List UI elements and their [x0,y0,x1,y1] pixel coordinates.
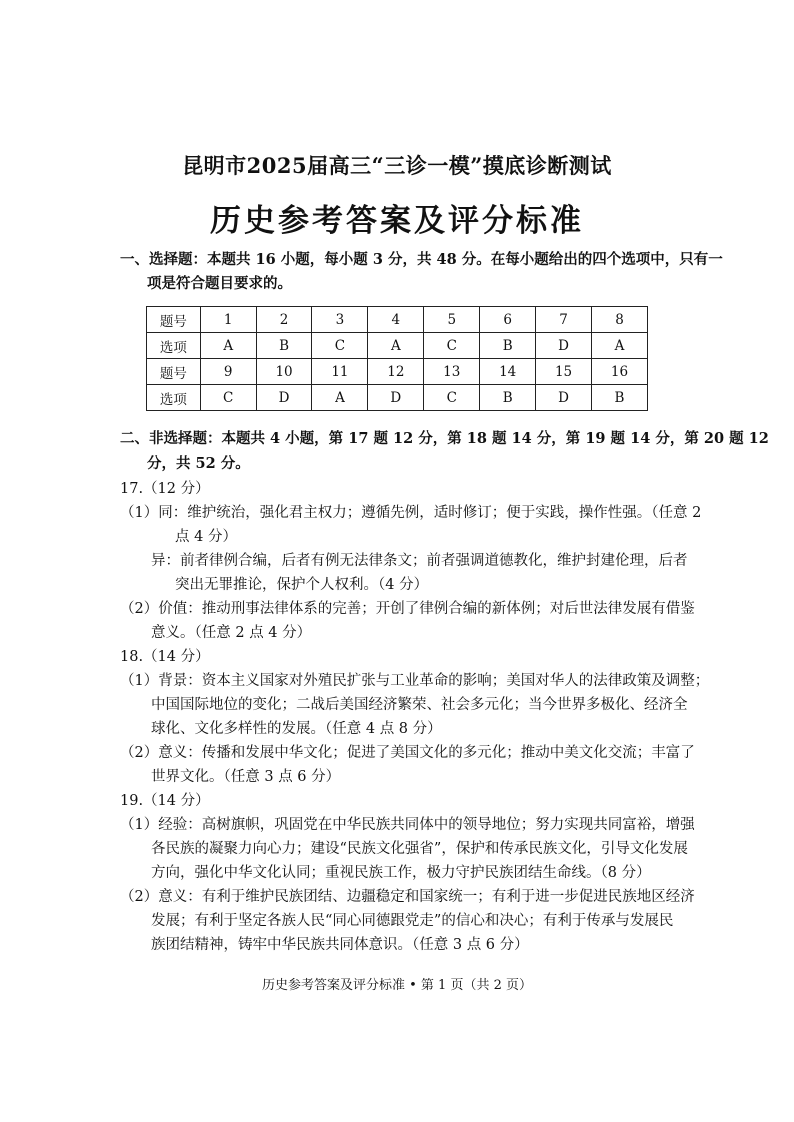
q19-answer-2-cont: 发展；有利于坚定各族人民“同心同德跟党走”的信心和决心；有利于传承与发展民 [151,913,674,929]
table-cell: B [480,385,536,411]
q17-answer-1-cont: 点 4 分） [175,529,237,545]
table-cell: 16 [592,359,648,385]
table-cell: 6 [480,307,536,333]
q19-answer-1-cont2: 方向，强化中华文化认同；重视民族工作，极力守护民族团结生命线。（8 分） [151,865,651,881]
row-label: 选项 [147,385,201,411]
table-row [147,359,648,385]
table-cell: A [312,385,368,411]
q17-answer-1b: 异：前者律例合编，后者有例无法律条文；前者强调道德教化，维护封建伦理，后者 [151,553,688,569]
table-cell: 5 [424,307,480,333]
table-cell: 8 [592,307,648,333]
table-cell: C [200,385,256,411]
page-footer: 历史参考答案及评分标准 • 第 1 页（共 2 页） [261,978,532,993]
page-subtitle: 历史参考答案及评分标准 [210,203,584,239]
table-row [147,385,648,411]
table-cell: 7 [536,307,592,333]
question-19-title: 19.（14 分） [120,793,210,809]
table-row [147,307,648,333]
table-cell: D [368,385,424,411]
question-17-title: 17.（12 分） [120,481,210,497]
table-cell: C [424,385,480,411]
table-cell: 4 [368,307,424,333]
q19-answer-2: （2）意义：有利于维护民族团结、边疆稳定和国家统一；有利于进一步促进民族地区经济 [120,889,695,905]
table-cell: 9 [200,359,256,385]
table-cell: 2 [256,307,312,333]
table-row [147,333,648,359]
q18-answer-2-cont: 世界文化。（任意 3 点 6 分） [151,769,341,785]
q18-answer-1: （1）背景：资本主义国家对外殖民扩张与工业革命的影响；美国对华人的法律政策及调整； [120,673,710,689]
q17-answer-1: （1）同：维护统治，强化君主权力；遵循先例，适时修订；便于实践，操作性强。（任意 2 [120,505,702,521]
table-cell: B [256,333,312,359]
q19-answer-2-cont2: 族团结精神，铸牢中华民族共同体意识。（任意 3 点 6 分） [151,937,529,953]
section2-heading: 二、非选择题：本题共 4 小题，第 17 题 12 分，第 18 题 14 分，第 19 题 14 分，第 20 题 12 [120,430,769,447]
table-cell: 3 [312,307,368,333]
table-cell: 11 [312,359,368,385]
question-18-title: 18.（14 分） [120,649,210,665]
table-cell: D [256,385,312,411]
table-cell: C [312,333,368,359]
q18-answer-1-cont: 中国国际地位的变化；二战后美国经济繁荣、社会多元化；当今世界多极化、经济全 [151,697,688,713]
section1-heading: 一、选择题：本题共 16 小题，每小题 3 分，共 48 分。在每小题给出的四个选项中，只有一 [120,251,723,268]
table-cell: B [480,333,536,359]
section2-heading-cont: 分，共 52 分。 [147,455,250,472]
q17-answer-2: （2）价值：推动刑事法律体系的完善；开创了律例合编的新体例；对后世法律发展有借鉴 [120,601,695,617]
q17-answer-2-cont: 意义。（任意 2 点 4 分） [151,625,312,641]
q19-answer-1: （1）经验：高树旗帜，巩固党在中华民族共同体中的领导地位；努力实现共同富裕，增强 [120,817,695,833]
row-label: 题号 [147,359,201,385]
table-cell: D [536,385,592,411]
q18-answer-2: （2）意义：传播和发展中华文化；促进了美国文化的多元化；推动中美文化交流；丰富了 [120,745,695,761]
table-cell: 15 [536,359,592,385]
answer-table [146,306,648,411]
table-cell: B [592,385,648,411]
q17-answer-1b-cont: 突出无罪推论，保护个人权利。（4 分） [175,577,429,593]
table-cell: A [592,333,648,359]
table-cell: D [536,333,592,359]
table-cell: A [200,333,256,359]
q19-answer-1-cont: 各民族的凝聚力向心力；建设“民族文化强省”，保护和传承民族文化，引导文化发展 [151,841,688,857]
page-title: 昆明市2025届高三“三诊一模”摸底诊断测试 [182,153,612,178]
table-cell: 13 [424,359,480,385]
table-cell: 10 [256,359,312,385]
table-cell: 14 [480,359,536,385]
table-cell: A [368,333,424,359]
row-label: 题号 [147,307,201,333]
table-cell: C [424,333,480,359]
q18-answer-1-cont2: 球化、文化多样性的发展。（任意 4 点 8 分） [151,721,442,737]
table-cell: 1 [200,307,256,333]
section1-heading-cont: 项是符合题目要求的。 [147,275,292,292]
row-label: 选项 [147,333,201,359]
table-cell: 12 [368,359,424,385]
